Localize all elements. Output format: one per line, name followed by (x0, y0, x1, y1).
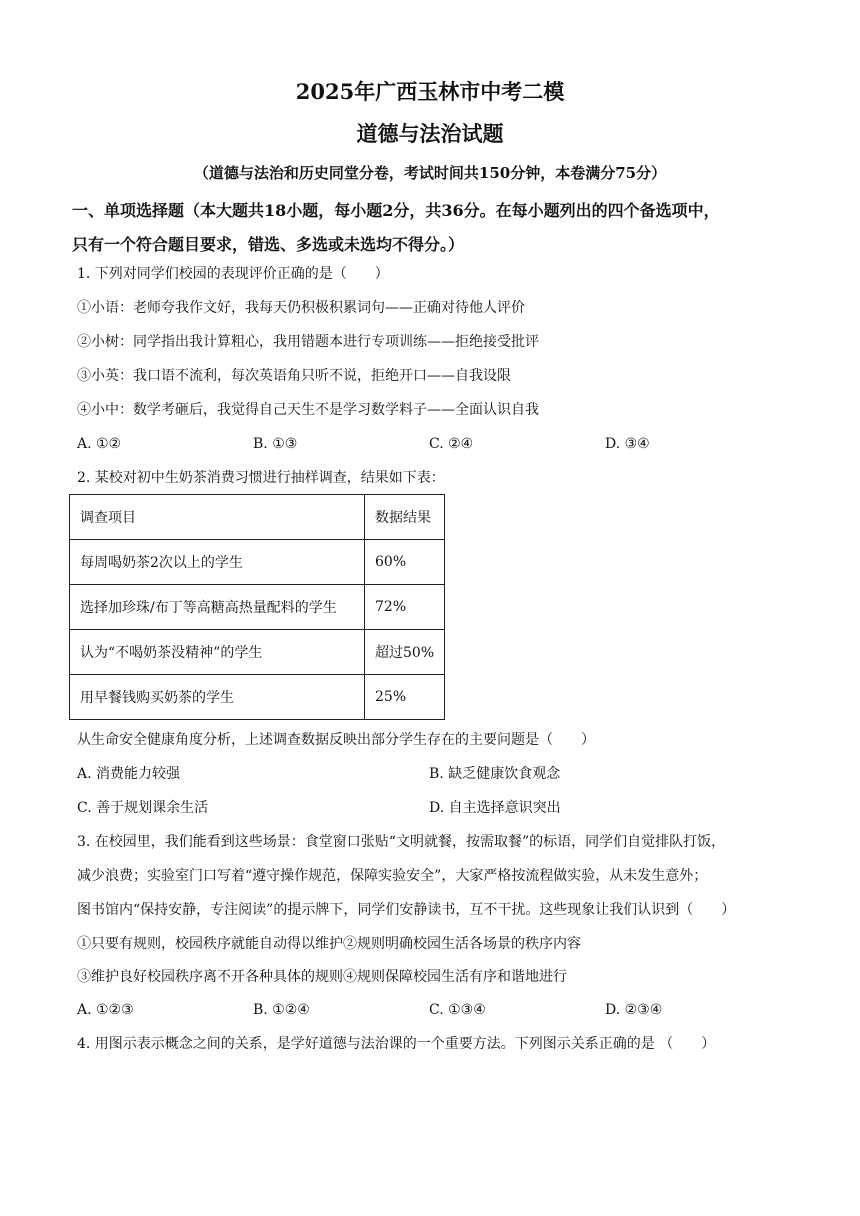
table-header-cell: 数据结果 (365, 495, 445, 540)
table-row (70, 585, 445, 630)
q3-line: 3. 在校园里，我们能看到这些场景：食堂窗口张贴“文明就餐，按需取餐”的标语，同学们自觉排队打饭， (77, 834, 726, 850)
table-cell: 超过50% (365, 630, 445, 675)
q3-option-c: C. ①③④ (429, 1002, 486, 1018)
q1-item: ③小英：我口语不流利，每次英语角只听不说，拒绝开口——自我设限 (77, 368, 511, 384)
table-row (70, 675, 445, 720)
q3-option-d: D. ②③④ (605, 1002, 663, 1018)
q2-option-a: A. 消费能力较强 (77, 766, 181, 782)
table-cell: 每周喝奶茶2次以上的学生 (70, 540, 365, 585)
q1-option-d: D. ③④ (605, 436, 650, 452)
q3-item: ①只要有规则，校园秩序就能自动得以维护②规则明确校园生活各场景的秩序内容 (77, 936, 581, 952)
q4-stem: 4. 用图示表示概念之间的关系，是学好道德与法治课的一个重要方法。下列图示关系正确的是 （ ） (77, 1036, 716, 1052)
section-heading-line2: 只有一个符合题目要求，错选、多选或未选均不得分。） (72, 235, 465, 254)
survey-table (69, 494, 445, 720)
q2-option-c: C. 善于规划课余生活 (77, 800, 209, 816)
table-row (70, 630, 445, 675)
table-cell: 选择加珍珠/布丁等高糖高热量配料的学生 (70, 585, 365, 630)
q1-option-c: C. ②④ (429, 436, 474, 452)
exam-subtitle: 道德与法治试题 (356, 121, 504, 146)
q3-option-b: B. ①②④ (253, 1002, 310, 1018)
exam-note: （道德与法治和历史同堂分卷，考试时间共150分钟，本卷满分75分） (193, 164, 667, 182)
exam-title: 2025年广西玉林市中考二模 (295, 79, 565, 104)
q1-option-b: B. ①③ (253, 436, 298, 452)
q1-item: ①小语：老师夸我作文好，我每天仍积极积累词句——正确对待他人评价 (77, 300, 525, 316)
table-header-row (70, 495, 445, 540)
q3-line: 图书馆内“保持安静，专注阅读”的提示牌下，同学们安静读书，互不干扰。这些现象让我们认识到（ ） (77, 902, 736, 918)
section-heading-line1: 一、单项选择题（本大题共18小题，每小题2分，共36分。在每小题列出的四个备选项中， (72, 201, 720, 220)
q1-option-a: A. ①② (77, 436, 122, 452)
q1-stem: 1. 下列对同学们校园的表现评价正确的是（ ） (77, 266, 389, 282)
table-cell: 60% (365, 540, 445, 585)
table-cell: 认为“不喝奶茶没精神”的学生 (70, 630, 365, 675)
table-row (70, 540, 445, 585)
q2-question: 从生命安全健康角度分析，上述调查数据反映出部分学生存在的主要问题是（ ） (77, 732, 595, 748)
q2-option-b: B. 缺乏健康饮食观念 (429, 766, 561, 782)
table-cell: 用早餐钱购买奶茶的学生 (70, 675, 365, 720)
table-header-cell: 调查项目 (70, 495, 365, 540)
q1-item: ④小中：数学考砸后，我觉得自己天生不是学习数学料子——全面认识自我 (77, 402, 539, 418)
q3-option-a: A. ①②③ (77, 1002, 134, 1018)
table-cell: 25% (365, 675, 445, 720)
q3-line: 减少浪费；实验室门口写着“遵守操作规范，保障实验安全”，大家严格按流程做实验，从未发生意外； (77, 868, 708, 884)
table-cell: 72% (365, 585, 445, 630)
q2-stem: 2. 某校对初中生奶茶消费习惯进行抽样调查，结果如下表： (77, 470, 445, 486)
q1-item: ②小树：同学指出我计算粗心，我用错题本进行专项训练——拒绝接受批评 (77, 334, 539, 350)
q3-item: ③维护良好校园秩序离不开各种具体的规则④规则保障校园生活有序和谐地进行 (77, 969, 567, 985)
q2-option-d: D. 自主选择意识突出 (429, 800, 561, 816)
